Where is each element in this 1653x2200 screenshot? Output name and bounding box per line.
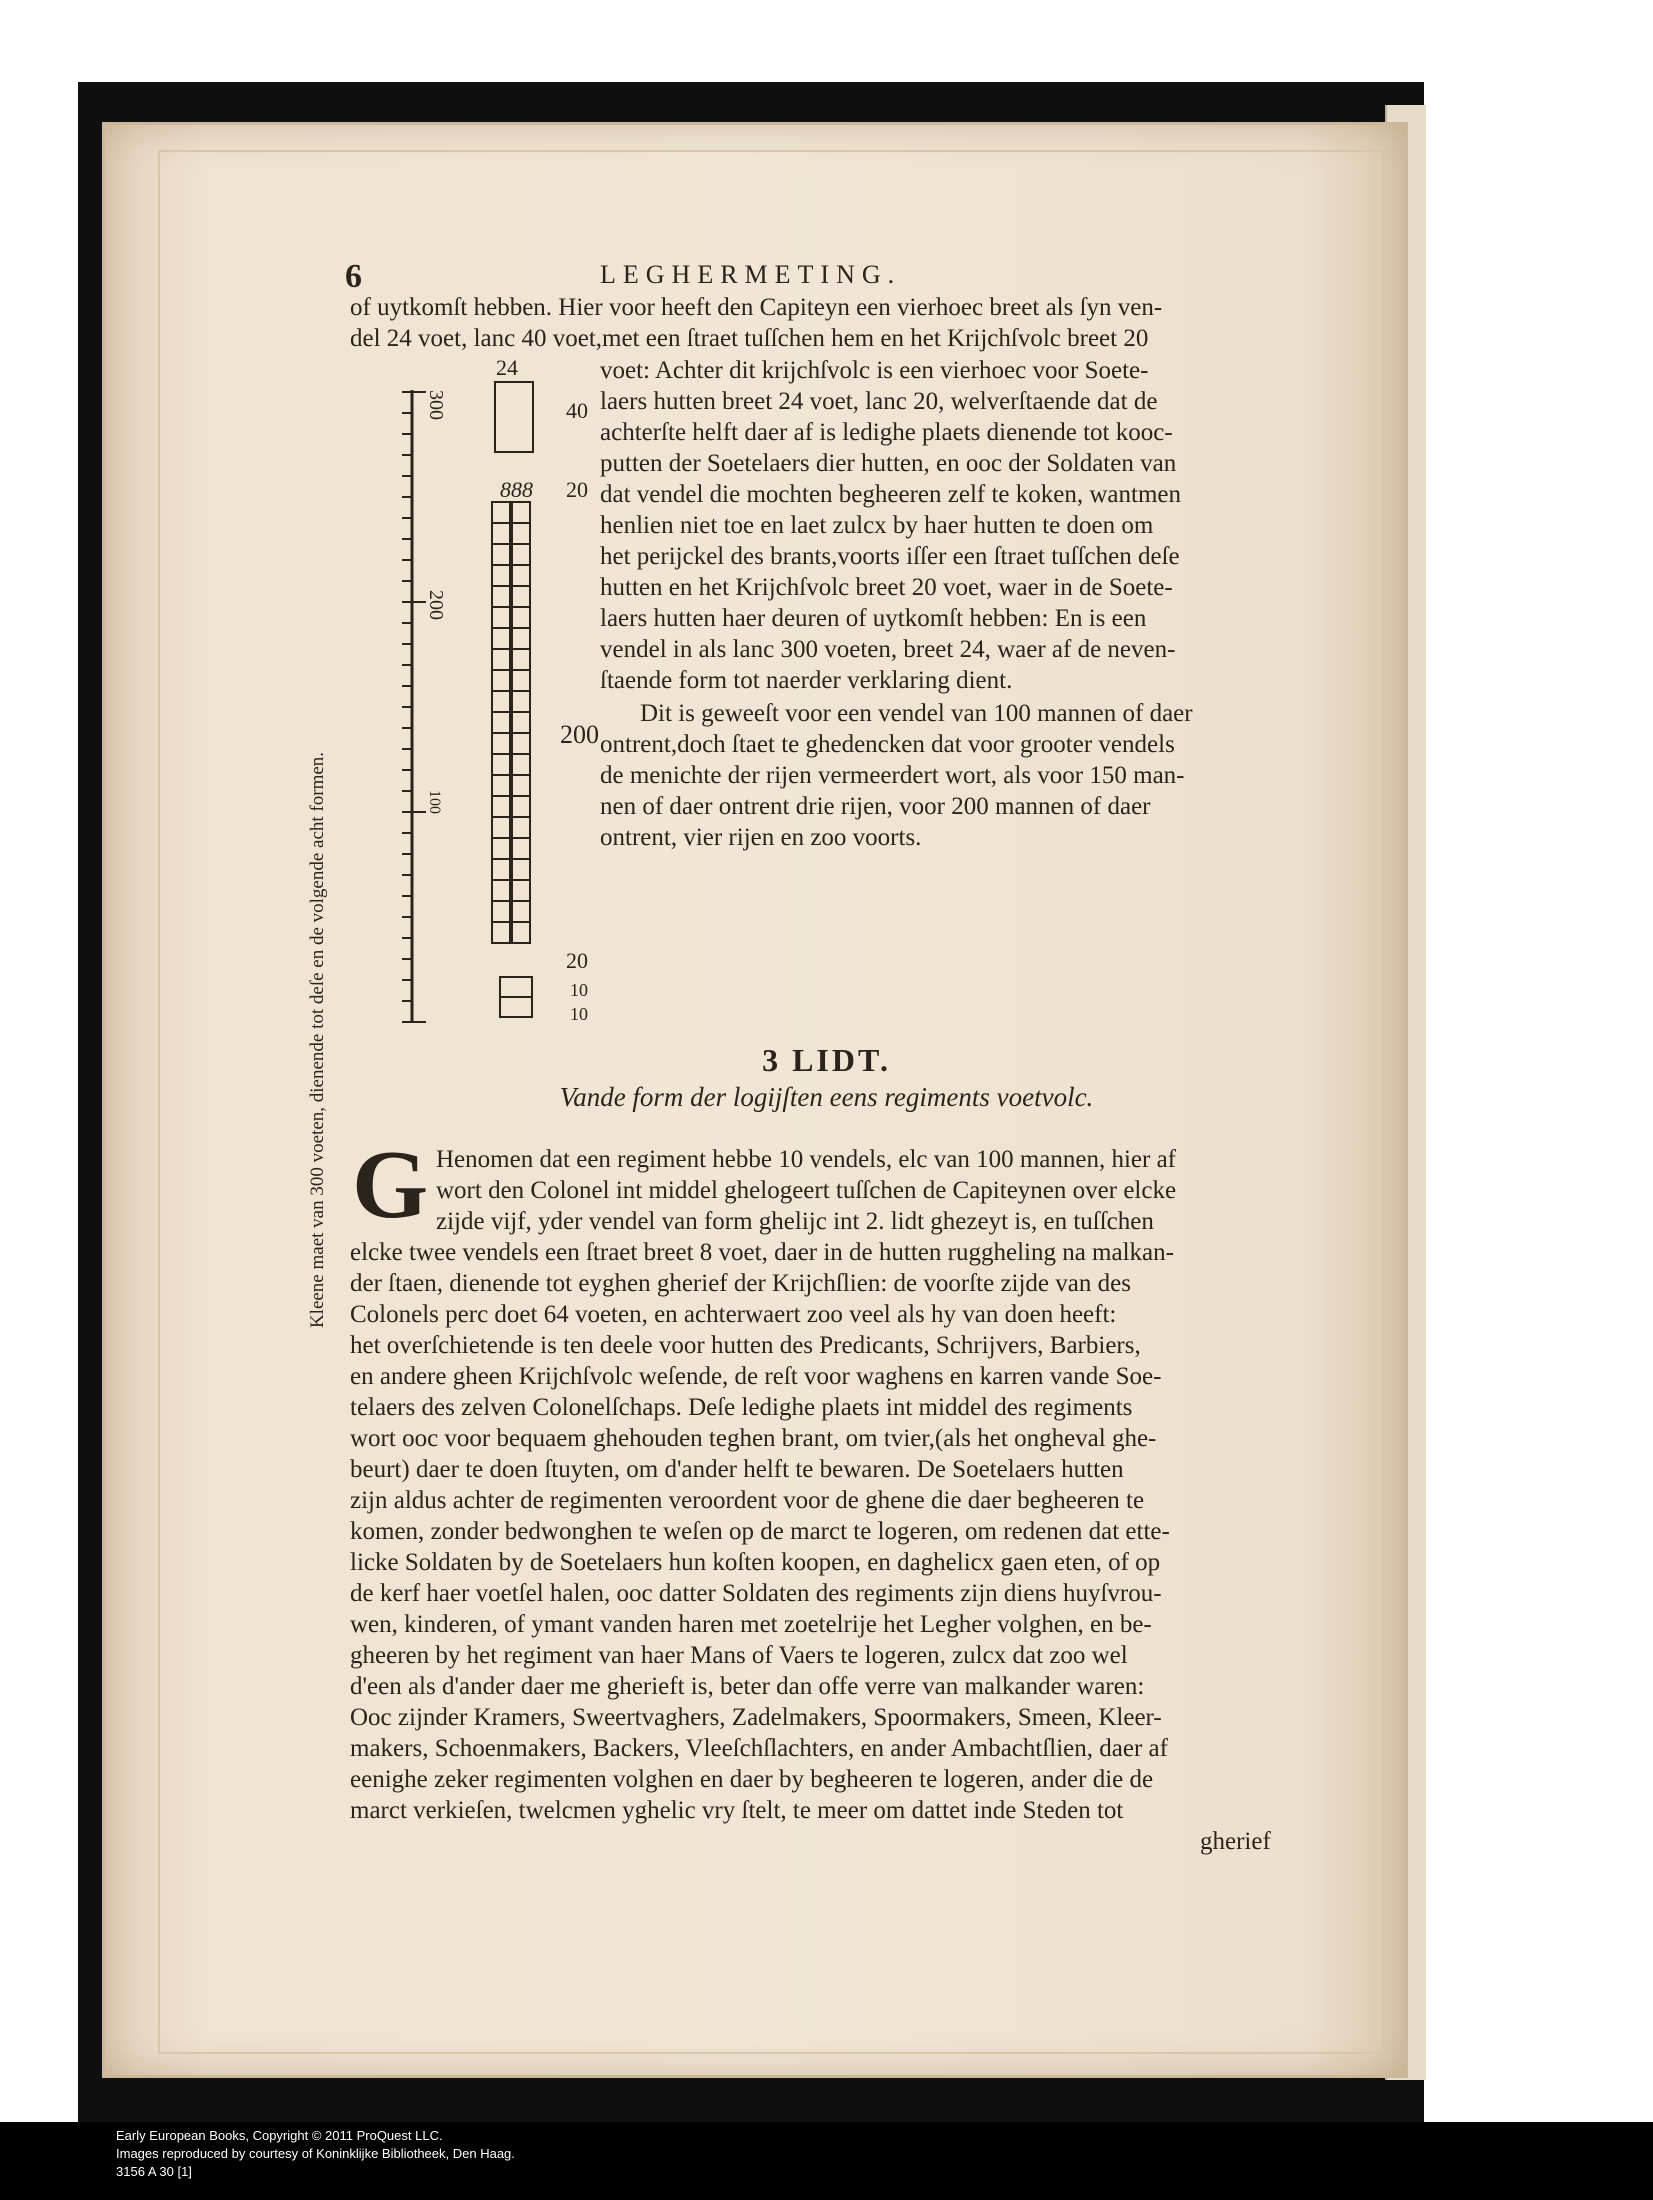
hut-cell [492,502,510,523]
hut-cell [512,565,530,586]
text-line: ontrent,doch ſtaet te ghedencken dat voor grooter vendels [600,731,1175,758]
hut-cell [492,817,510,838]
hut-cell [492,880,510,901]
hut-cell [492,628,510,649]
hut-cell [512,670,530,691]
hut-cell [512,628,530,649]
text-line: vendel in als lanc 300 voeten, breet 24, waer af de neven- [600,636,1176,663]
text-line: ontrent, vier rijen en zoo voorts. [600,824,922,851]
hut-cell [492,586,510,607]
chapter-heading: 3 LIDT. [762,1042,891,1078]
text-line: dat vendel die mochten begheeren zelf te koken, wantmen [600,481,1182,508]
hut-cell [492,754,510,775]
hut-cell [492,565,510,586]
text-line: Colonels perc doet 64 voeten, en achterwaert zoo veel als hy van doen heeft: [350,1301,1117,1328]
figure-label-bottom: 10 [570,1004,588,1024]
text-line: henlien niet toe en laet zulcx by haer hutten te doen om [600,512,1154,539]
hut-cell [512,922,530,943]
hut-cell [512,502,530,523]
hut-cell [512,838,530,859]
hut-cell [512,649,530,670]
text-line: voet: Achter dit krijchſvolc is een vierhoec voor Soete- [600,357,1149,384]
figure-label-height: 40 [566,398,588,423]
text-line: wort ooc voor bequaem ghehouden teghen brant, om tvier,(als het ongheval ghe- [350,1425,1157,1452]
hut-cell [492,544,510,565]
text-line: laers hutten haer deuren of uytkomſt hebben: En is een [600,605,1147,632]
text-line: en andere gheen Krijchſvolc weſende, de reſt voor waghens en karren vande Soe- [350,1363,1162,1390]
footer-bar [0,2122,1653,2200]
hut-cell [512,586,530,607]
hut-cell [492,523,510,544]
text-line: der ſtaen, dienende tot eyghen gherief der Krijchſlien: de voorſte zijde van des [350,1270,1131,1297]
drop-cap: G [352,1131,429,1239]
scale-label: 100 [426,790,443,814]
hut-cell [492,712,510,733]
text-line: beurt) daer te doen ſtuyten, om d'ander helft te bewaren. De Soetelaers hutten [350,1456,1124,1483]
scale-label: 300 [425,390,447,420]
hut-cell [492,859,510,880]
text-line: marct verkieſen, twelcmen yghelic vry ſtelt, te meer om dattet inde Steden tot [350,1797,1124,1824]
text-line: het perijckel des brants,voorts iſſer een ſtraet tuſſchen deſe [600,543,1180,570]
text-line: zijde vijf, yder vendel van form ghelijc int 2. lidt ghezeyt is, en tuſſchen [436,1208,1154,1235]
text-line: licke Soldaten by de Soetelaers hun koſten koopen, en daghelicx gaen eten, of op [350,1549,1161,1576]
hut-cell [492,607,510,628]
figure-label-width: 24 [496,355,518,380]
text-line: makers, Schoenmakers, Backers, Vleeſchſlachters, en ander Ambachtſlien, daer af [350,1735,1168,1762]
text-line: hutten en het Krijchſvolc breet 20 voet, waer in de Soete- [600,574,1173,601]
hut-cell [492,649,510,670]
hut-cell [492,670,510,691]
hut-cell [512,817,530,838]
text-line: putten der Soetelaers dier hutten, en ooc der Soldaten van [600,450,1177,477]
hut-cell [512,607,530,628]
hut-cell [512,880,530,901]
text-line: Dit is geweeſt voor een vendel van 100 mannen of daer [640,700,1193,727]
figure-label-bottom: 10 [570,980,588,1000]
hut-cell [512,712,530,733]
hut-cell [492,691,510,712]
text-line: achterſte helft daer af is ledighe plaets dienende tot kooc- [600,419,1173,446]
text-line: d'een als d'ander daer me gherieft is, beter dan offe verre van malkander waren: [350,1673,1145,1700]
text-line: Henomen dat een regiment hebbe 10 vendels, elc van 100 mannen, hier af [436,1146,1177,1173]
text-line: het overſchietende is ten deele voor hutten des Predicants, Schrijvers, Barbiers, [350,1332,1141,1359]
hut-cell [492,901,510,922]
hut-cell [512,523,530,544]
footer-copyright: Early European Books, Copyright © 2011 ProQuest LLC. [116,2128,443,2143]
text-line: de kerf haer voetſel halen, ooc datter Soldaten des regiments zijn diens huyſvrou- [350,1580,1162,1607]
footer-courtesy: Images reproduced by courtesy of Koninklijke Bibliotheek, Den Haag. [116,2146,515,2161]
figure-label-street: 20 [566,948,588,973]
text-line: Ooc zijnder Kramers, Sweertvaghers, Zadelmakers, Spoormakers, Smeen, Kleer- [350,1704,1162,1731]
hut-cell [512,754,530,775]
text-line: laers hutten breet 24 voet, lanc 20, welverſtaende dat de [600,388,1158,415]
figure-scale-caption: Kleene maet van 300 voeten, dienende tot deſe en de volgende acht formen. [307,751,328,1329]
hut-cell [512,691,530,712]
figure-label-huts: 888 [500,477,533,502]
vendel-plan-figure [380,352,630,1032]
hut-cell [492,733,510,754]
text-line: del 24 voet, lanc 40 voet,met een ſtraet tuſſchen hem en het Krijchſvolc breet 20 [350,325,1149,352]
figure-label-rows: 200 [560,720,599,749]
hut-cell [512,544,530,565]
hut-cell [512,775,530,796]
hut-cell [512,859,530,880]
text-line: komen, zonder bedwonghen te weſen op de marct te logeren, om redenen dat ette- [350,1518,1170,1545]
text-line: de menichte der rijen vermeerdert wort, als voor 150 man- [600,762,1185,789]
text-line: elcke twee vendels een ſtraet breet 8 voet, daer in de hutten ruggheling na malkan- [350,1239,1174,1266]
text-line: gheeren by het regiment van haer Mans of Vaers te logeren, zulcx dat zoo wel [350,1642,1128,1669]
text-line: of uytkomſt hebben. Hier voor heeft den Capiteyn een vierhoec breet als ſyn ven- [350,294,1163,321]
page-number: 6 [345,258,362,295]
text-line: wort den Colonel int middel ghelogeert tuſſchen de Capiteynen over elcke [436,1177,1177,1204]
hut-cell [492,922,510,943]
footer-shelfmark: 3156 A 30 [1] [116,2164,192,2179]
hut-cell [512,733,530,754]
text-line: wen, kinderen, of ymant vanden haren met zoetelrije het Legher volghen, en be- [350,1611,1152,1638]
text-line: nen of daer ontrent drie rijen, voor 200 mannen of daer [600,793,1151,820]
hut-cell [492,796,510,817]
hut-cell [492,838,510,859]
figure-label-hut-depth: 20 [566,477,588,502]
hut-cell [512,796,530,817]
hut-cell [512,901,530,922]
catchword: gherief [1200,1828,1271,1855]
text-line: telaers des zelven Colonelſchaps. Deſe ledighe plaets int middel des regiments [350,1394,1133,1421]
chapter-subtitle: Vande form der logijſten eens regiments voetvolc. [559,1082,1094,1112]
text-line: eenighe zeker regimenten volghen en daer by begheeren te logeren, ander die de [350,1766,1154,1793]
text-line: zijn aldus achter de regimenten veroordent voor de ghene die daer begheeren te [350,1487,1145,1514]
running-head: LEGHERMETING. [600,260,902,289]
scale-label: 200 [425,590,447,620]
text-line: ſtaende form tot naerder verklaring dient. [600,667,1013,694]
hut-cell [492,775,510,796]
